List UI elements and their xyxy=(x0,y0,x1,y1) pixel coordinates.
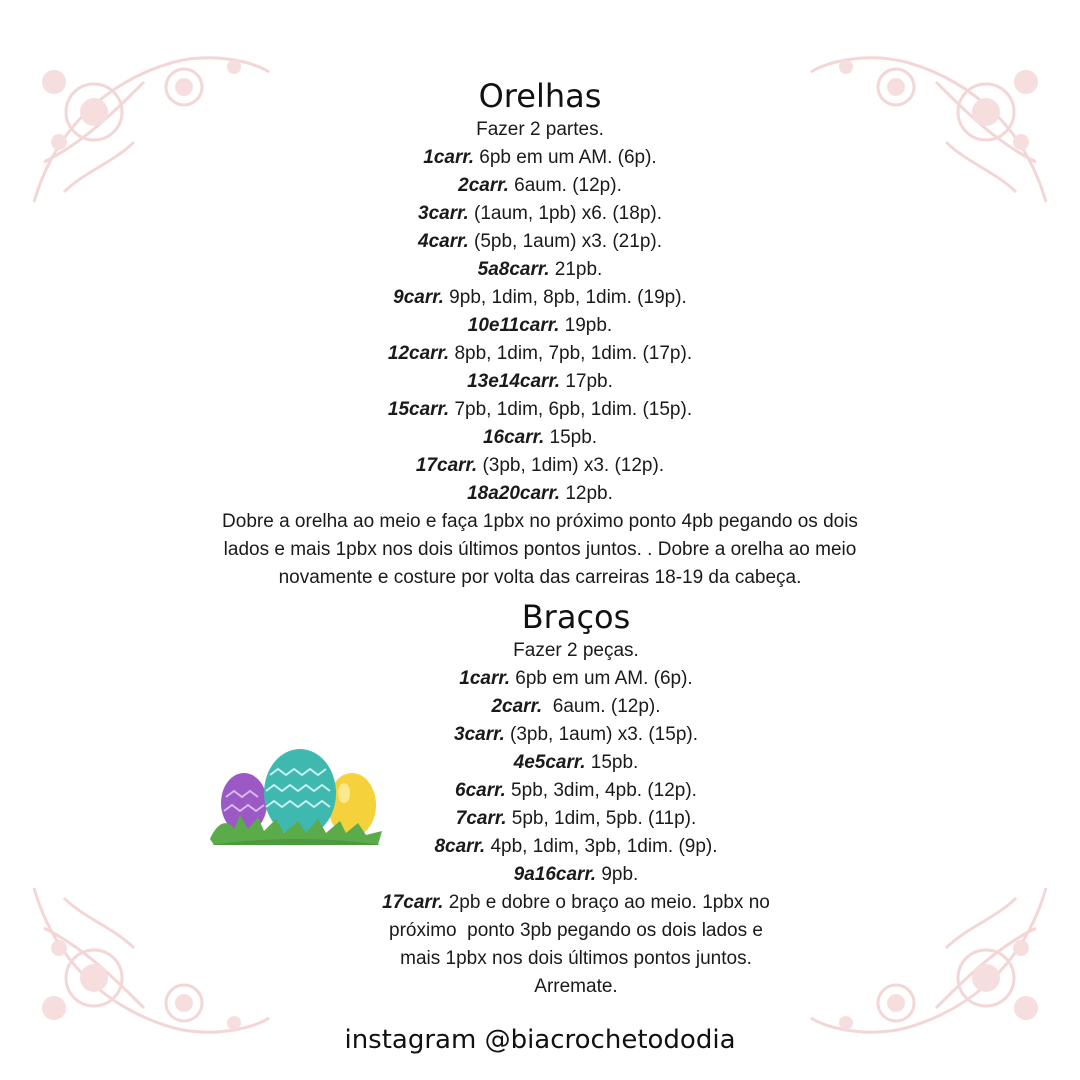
row-text: 9pb, 1dim, 8pb, 1dim. (19p). xyxy=(443,287,687,308)
pattern-row xyxy=(36,777,1080,805)
row-label: 3carr. xyxy=(418,203,469,224)
bracos-title: Braços xyxy=(521,598,631,636)
row-label: 15carr. xyxy=(387,399,450,420)
orelhas-instruction-line: lados e mais 1pbx nos dois últimos pontos juntos. . Dobre a orelha ao meio xyxy=(223,539,857,560)
pattern-row xyxy=(0,312,1080,340)
pattern-row xyxy=(0,368,1080,396)
row-label: 17carr. xyxy=(382,892,444,913)
row-label: 13e14carr. xyxy=(467,371,561,392)
row-text: 6aum. (12p). xyxy=(508,175,622,196)
pattern-row xyxy=(36,665,1080,693)
row-text: (3pb, 1aum) x3. (15p). xyxy=(504,724,698,745)
pattern-row xyxy=(0,200,1080,228)
orelhas-instruction-line: novamente e costure por volta das carreiras 18-19 da cabeça. xyxy=(278,567,802,588)
pattern-row xyxy=(0,256,1080,284)
row-label: 3carr. xyxy=(454,724,505,745)
pattern-row xyxy=(0,424,1080,452)
row-text: 5pb, 3dim, 4pb. (12p). xyxy=(505,780,697,801)
orelhas-intro: Fazer 2 partes. xyxy=(476,119,604,140)
bracos-instruction-line: próximo ponto 3pb pegando os dois lados e xyxy=(389,920,763,941)
bracos-intro: Fazer 2 peças. xyxy=(513,640,639,661)
bracos-rows xyxy=(36,665,1080,917)
row-label: 6carr. xyxy=(455,780,506,801)
pattern-row xyxy=(36,693,1080,721)
row-text: 6pb em um AM. (6p). xyxy=(510,668,693,689)
row-text: 2pb e dobre o braço ao meio. 1pbx no xyxy=(443,892,770,913)
row-label: 5a8carr. xyxy=(477,259,550,280)
row-label: 2carr. xyxy=(491,696,543,717)
row-label: 9carr. xyxy=(393,287,444,308)
pattern-row xyxy=(36,833,1080,861)
bracos-instruction-line: mais 1pbx nos dois últimos pontos juntos. xyxy=(400,948,752,969)
pattern-row xyxy=(0,340,1080,368)
row-text: 21pb. xyxy=(549,259,603,280)
row-label: 7carr. xyxy=(455,808,507,829)
instagram-handle: instagram @biacrochetododia xyxy=(344,1025,736,1055)
row-text: 15pb. xyxy=(585,752,639,773)
row-label: 8carr. xyxy=(434,836,486,857)
row-text: 7pb, 1dim, 6pb, 1dim. (15p). xyxy=(449,399,693,420)
row-label: 16carr. xyxy=(482,427,545,448)
pattern-row xyxy=(0,396,1080,424)
orelhas-section xyxy=(0,76,1080,592)
row-label: 10e11carr. xyxy=(467,315,560,336)
pattern-row xyxy=(36,861,1080,889)
row-label: 4e5carr. xyxy=(513,752,586,773)
row-label: 18a20carr. xyxy=(467,483,561,504)
row-label: 9a16carr. xyxy=(513,864,597,885)
bracos-section xyxy=(36,597,1080,1001)
row-text: (5pb, 1aum) x3. (21p). xyxy=(468,231,662,252)
row-label: 1carr. xyxy=(423,147,475,168)
pattern-row xyxy=(36,805,1080,833)
row-text: 5pb, 1dim, 5pb. (11p). xyxy=(506,808,697,829)
row-label: 12carr. xyxy=(387,343,450,364)
pattern-row xyxy=(0,172,1080,200)
row-text: 4pb, 1dim, 3pb, 1dim. (9p). xyxy=(485,836,718,857)
pattern-row xyxy=(0,284,1080,312)
pattern-row xyxy=(0,480,1080,508)
pattern-row xyxy=(36,721,1080,749)
row-label: 4carr. xyxy=(418,231,469,252)
row-text: (1aum, 1pb) x6. (18p). xyxy=(468,203,662,224)
row-text: 15pb. xyxy=(544,427,598,448)
bracos-instruction-line: Arremate. xyxy=(534,976,618,997)
orelhas-instruction-line: Dobre a orelha ao meio e faça 1pbx no próximo ponto 4pb pegando os dois xyxy=(222,511,858,532)
row-label: 17carr. xyxy=(415,455,478,476)
row-text: 19pb. xyxy=(559,315,613,336)
row-label: 1carr. xyxy=(459,668,511,689)
row-text: 17pb. xyxy=(560,371,613,392)
orelhas-title: Orelhas xyxy=(478,77,602,115)
easter-eggs-illustration xyxy=(206,745,386,853)
row-text: 9pb. xyxy=(596,864,639,885)
row-text: 6pb em um AM. (6p). xyxy=(474,147,657,168)
row-label: 2carr. xyxy=(458,175,509,196)
pattern-row xyxy=(36,749,1080,777)
pattern-row xyxy=(0,144,1080,172)
orelhas-rows xyxy=(0,144,1080,508)
pattern-row xyxy=(0,452,1080,480)
row-text: (3pb, 1dim) x3. (12p). xyxy=(477,455,665,476)
row-text: 12pb. xyxy=(560,483,613,504)
row-text: 6aum. (12p). xyxy=(542,696,661,717)
pattern-row xyxy=(36,889,1080,917)
pattern-row xyxy=(0,228,1080,256)
row-text: 8pb, 1dim, 7pb, 1dim. (17p). xyxy=(449,343,693,364)
